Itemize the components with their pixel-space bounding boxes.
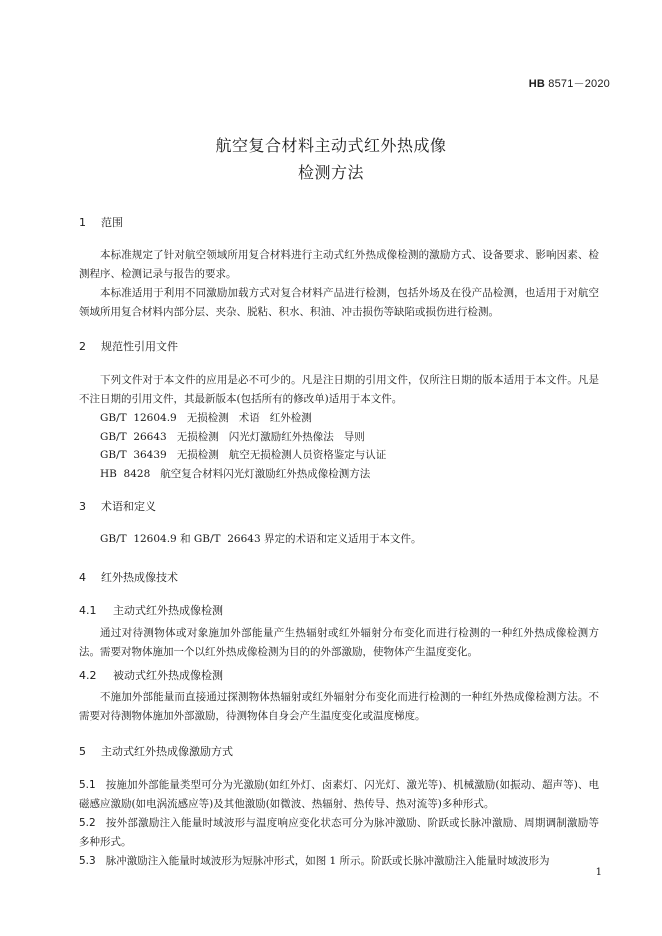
section-2-intro: 下列文件对于本文件的应用是必不可少的。凡是注日期的引用文件，仅所注日期的版本适用于本文件。凡是不注日期的引用文件，其最新版本(包括所有的修改单)适用于本文件。 [79,374,599,405]
section-title: 主动式红外热成像激励方式 [101,745,233,758]
standard-prefix: HB [528,78,545,90]
section-title: 术语和定义 [101,500,156,513]
subsection-number: 4.2 [79,669,97,682]
section-number: 4 [79,571,86,584]
page-number: 1 [595,867,602,878]
subsection-4-2-heading [79,667,223,683]
clause-text: 脉冲激励注入能量时域波形为短脉冲形式，如图 1 所示。阶跃或长脉冲激励注入能量时域波形为 [105,855,550,867]
section-number: 1 [79,216,86,229]
document-title-line2: 检测方法 [297,163,364,182]
reference-item: GB/T 36439 无损检测 航空无损检测人员资格鉴定与认证 [100,449,387,461]
section-1-paragraph-1: 本标准规定了针对航空领域所用复合材料进行主动式红外热成像检测的激励方式、设备要求、影响因素、检测程序、检测记录与报告的要求。 [79,249,599,280]
section-4-heading [79,569,178,585]
section-2-heading [79,338,178,354]
section-1-paragraph-2: 本标准适用于利用不同激励加载方式对复合材料产品进行检测，包括外场及在役产品检测，也适用于对航空领域所用复合材料内部分层、夹杂、脱粘、积水、积油、冲击损伤等缺陷或损伤进行检测。 [79,287,599,318]
subsection-4-1-text: 通过对待测物体或对象施加外部能量产生热辐射或红外辐射分布变化而进行检测的一种红外热成像检测方法。需要对物体施加一个以红外热成像检测为目的的外部激励，使物体产生温度变化。 [79,627,599,658]
section-5-heading [79,743,233,759]
standard-code: 8571－2020 [545,78,610,90]
section-1-heading [79,214,123,230]
reference-item: HB 8428 航空复合材料闪光灯激励红外热成像检测方法 [100,468,371,480]
clause-5-2 [79,814,599,852]
clause-number: 5.3 [79,855,96,867]
section-number: 5 [79,745,86,758]
section-title: 规范性引用文件 [101,340,178,353]
subsection-4-1-heading [79,602,223,618]
section-title: 范围 [101,216,123,229]
section-3-heading [79,498,156,514]
subsection-4-2-text: 不施加外部能量而直接通过探测物体热辐射或红外辐射分布变化而进行检测的一种红外热成像检测方法。不需要对待测物体施加外部激励，待测物体自身会产生温度变化或温度梯度。 [79,691,599,722]
clause-text: 按施加外部能量类型可分为光激励(如红外灯、卤素灯、闪光灯、激光等)、机械激励(如振动、超声等)、电磁感应激励(如电涡流感应等)及其他激励(如微波、热辐射、热传导、热对流等)多种形式。 [79,779,599,810]
clause-5-3 [79,852,599,871]
section-number: 3 [79,500,86,513]
subsection-title: 被动式红外热成像检测 [113,669,223,682]
reference-item: GB/T 12604.9 无损检测 术语 红外检测 [100,412,312,424]
document-title-line1: 航空复合材料主动式红外热成像 [215,136,447,155]
subsection-title: 主动式红外热成像检测 [113,604,223,617]
clause-text: 按外部激励注入能量时域波形与温度响应变化状态可分为脉冲激励、阶跃或长脉冲激励、周期调制激励等多种形式。 [79,817,599,848]
clause-number: 5.2 [79,817,96,829]
clause-5-1 [79,776,599,814]
standard-number [529,75,610,91]
section-number: 2 [79,340,86,353]
section-3-paragraph: GB/T 12604.9 和 GB/T 26643 界定的术语和定义适用于本文件。 [100,533,422,545]
reference-item: GB/T 26643 无损检测 闪光灯激励红外热像法 导则 [100,431,365,443]
clause-number: 5.1 [79,779,96,791]
subsection-number: 4.1 [79,604,97,617]
section-title: 红外热成像技术 [101,571,178,584]
